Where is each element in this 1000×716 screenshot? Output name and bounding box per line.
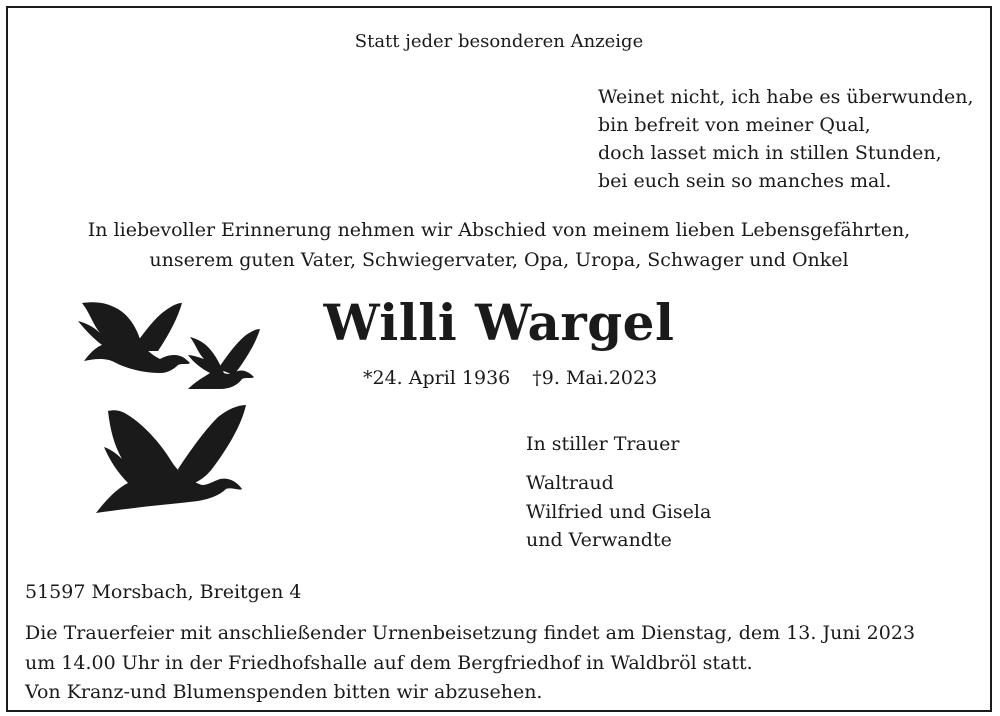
family-member: und Verwandte [526, 529, 672, 551]
obituary-notice [6, 6, 992, 712]
intro-line: unserem guten Vater, Schwiegervater, Opa, Uropa, Schwager und Onkel [149, 249, 849, 271]
family-list [526, 469, 711, 555]
family-member: Waltraud [526, 472, 614, 494]
poem-line: Weinet nicht, ich habe es überwunden, [598, 86, 974, 108]
poem-line: bei euch sein so manches mal. [598, 170, 892, 192]
intro-line: In liebevoller Erinnerung nehmen wir Abschied von meinem lieben Lebensgefährten, [87, 219, 911, 241]
deceased-name: Willi Wargel [323, 293, 675, 352]
intro-text [8, 215, 990, 275]
funeral-line: Die Trauerfeier mit anschließender Urnenbeisetzung findet am Dienstag, dem 13. Juni 2023 [25, 622, 916, 644]
birth-date: *24. April 1936 [363, 367, 511, 389]
funeral-info [25, 619, 915, 708]
dove-icon [96, 405, 246, 513]
header-line: Statt jeder besonderen Anzeige [354, 31, 644, 52]
death-date: †9. Mai.2023 [532, 367, 658, 389]
funeral-line: um 14.00 Uhr in der Friedhofshalle auf dem Bergfriedhof in Waldbröl statt. [25, 651, 753, 674]
poem-line: bin befreit von meiner Qual, [598, 114, 871, 136]
poem [598, 83, 974, 195]
mourning-label: In stiller Trauer [526, 433, 680, 455]
family-member: Wilfried und Gisela [526, 500, 712, 523]
life-dates [363, 364, 657, 392]
funeral-line: Von Kranz-und Blumenspenden bitten wir abzusehen. [25, 681, 543, 703]
address: 51597 Morsbach, Breitgen 4 [25, 581, 302, 603]
poem-line: doch lasset mich in stillen Stunden, [598, 142, 942, 164]
